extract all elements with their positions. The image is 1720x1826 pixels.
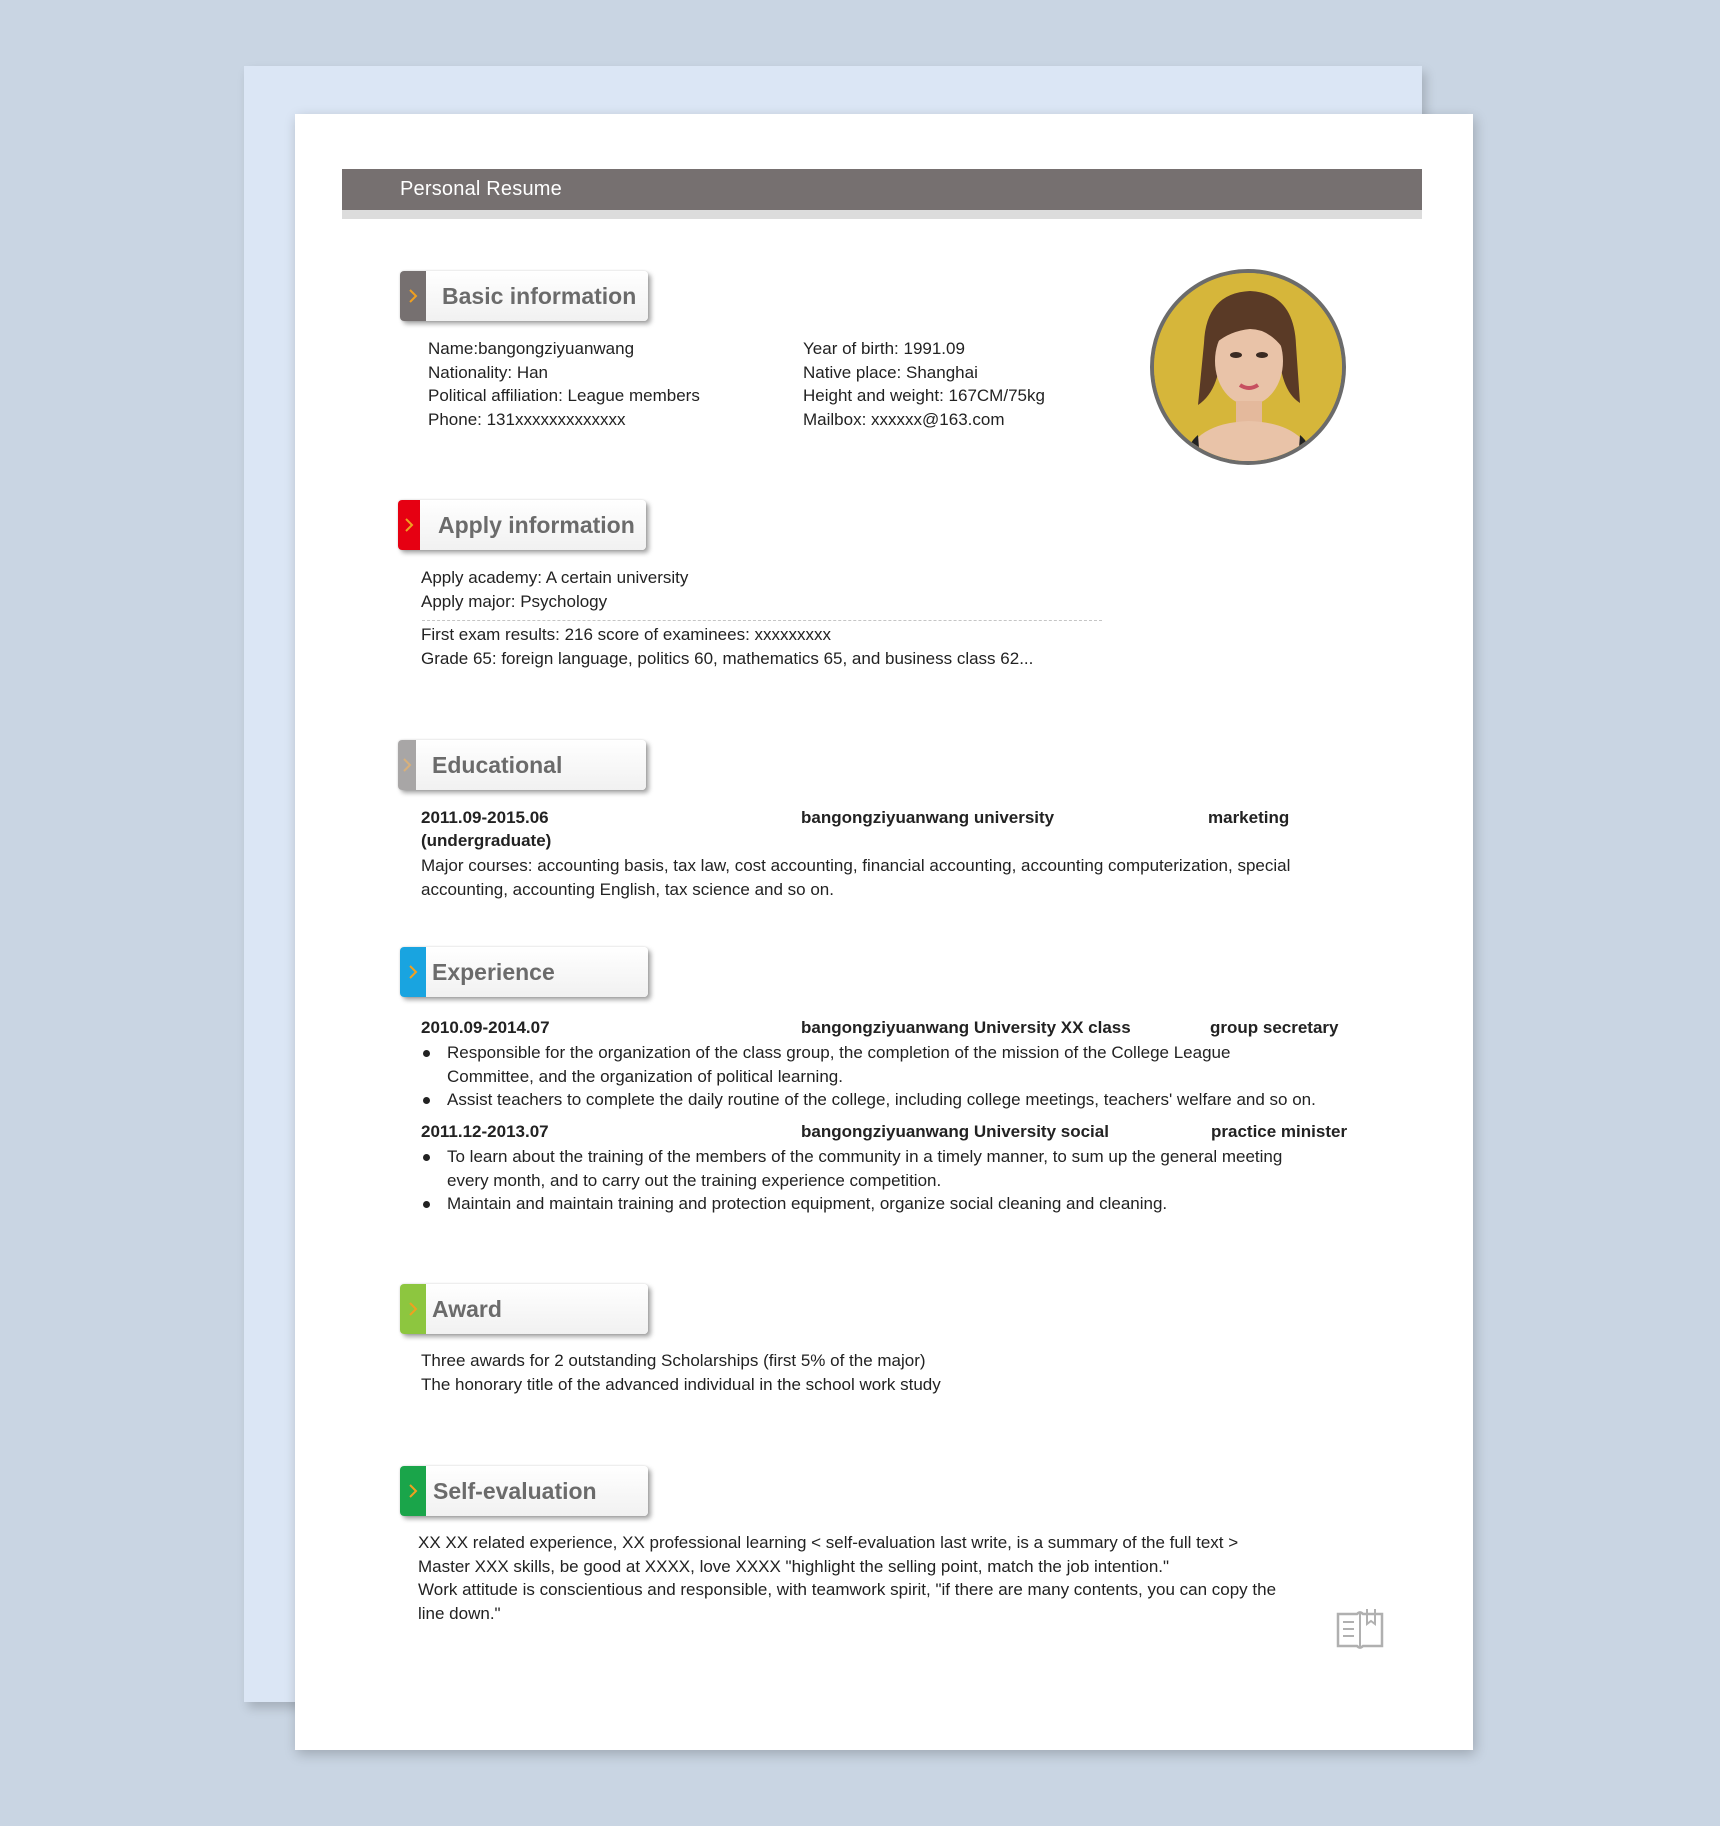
tab-chip bbox=[398, 740, 416, 790]
exp-bullets bbox=[421, 1041, 1316, 1112]
self-evaluation-text bbox=[418, 1531, 1276, 1625]
self-line: XX XX related experience, XX professional learning < self-evaluation last write, is a summary of the full text > bbox=[418, 1533, 1239, 1552]
self-line: Master XXX skills, be good at XXXX, love XXXX "highlight the selling point, match the job intention." bbox=[418, 1556, 1170, 1576]
section-heading: Educational bbox=[432, 752, 563, 778]
award-line: Three awards for 2 outstanding Scholarships (first 5% of the major) bbox=[421, 1351, 926, 1370]
chevron-right-icon bbox=[407, 1301, 419, 1317]
section-heading: Experience bbox=[432, 959, 555, 985]
basic-info-right bbox=[803, 337, 1045, 431]
self-line: Work attitude is conscientious and responsible, with teamwork spirit, "if there are many contents, you can copy the bbox=[418, 1580, 1277, 1599]
apply-details bbox=[421, 566, 688, 613]
exp-period: 2011.12-2013.07 bbox=[421, 1122, 549, 1141]
exp-role: practice minister bbox=[1211, 1122, 1348, 1141]
exp-org: bangongziyuanwang University XX class bbox=[801, 1018, 1131, 1037]
exam-results bbox=[421, 623, 1033, 670]
section-tab-apply bbox=[398, 500, 646, 550]
exp-period: 2010.09-2014.07 bbox=[421, 1018, 550, 1037]
section-heading: Award bbox=[432, 1296, 502, 1322]
apply-academy: Apply academy: A certain university bbox=[421, 568, 689, 587]
section-tab-basic bbox=[400, 271, 648, 321]
info-phone: Phone: 131xxxxxxxxxxxxx bbox=[428, 409, 626, 429]
list-item bbox=[421, 1192, 1282, 1216]
bullet-text: Assist teachers to complete the daily routine of the college, including college meetings, teachers' welfare and so on. bbox=[447, 1090, 1316, 1109]
section-tab-self bbox=[400, 1466, 648, 1516]
bullet-text: To learn about the training of the members of the community in a timely manner, to sum up the general meeting bbox=[447, 1147, 1283, 1166]
section-tab-education bbox=[398, 740, 646, 790]
divider bbox=[422, 620, 1102, 621]
bullet-text: Maintain and maintain training and protection equipment, organize social cleaning and cleaning. bbox=[447, 1194, 1168, 1213]
courses-line: Major courses: accounting basis, tax law, cost accounting, financial accounting, accounting computerization, special bbox=[421, 856, 1291, 875]
resume-page bbox=[295, 114, 1473, 1750]
tab-chip bbox=[400, 1466, 426, 1516]
chevron-right-icon bbox=[401, 757, 413, 773]
exam-line: Grade 65: foreign language, politics 60, mathematics 65, and business class 62... bbox=[421, 648, 1034, 668]
exp-org: bangongziyuanwang University social bbox=[801, 1122, 1109, 1141]
tab-chip bbox=[400, 1284, 426, 1334]
exp-role: group secretary bbox=[1210, 1018, 1339, 1037]
chevron-right-icon bbox=[407, 964, 419, 980]
apply-major: Apply major: Psychology bbox=[421, 591, 608, 611]
list-item bbox=[421, 1041, 1316, 1088]
portrait-image bbox=[1154, 273, 1342, 461]
list-item bbox=[421, 1145, 1282, 1192]
section-heading: Apply information bbox=[438, 512, 635, 538]
list-item bbox=[421, 1088, 1316, 1112]
info-nationality: Nationality: Han bbox=[428, 362, 549, 382]
book-icon bbox=[1335, 1606, 1385, 1652]
exp-bullets bbox=[421, 1145, 1282, 1216]
chevron-right-icon bbox=[407, 288, 419, 304]
bullet-text: Responsible for the organization of the class group, the completion of the mission of the College League bbox=[447, 1043, 1231, 1062]
basic-info-left bbox=[428, 337, 700, 431]
edu-period: 2011.09-2015.06 bbox=[421, 808, 549, 827]
bullet-text: Committee, and the organization of political learning. bbox=[447, 1066, 843, 1086]
exam-line: First exam results: 216 score of examinees: xxxxxxxxx bbox=[421, 625, 832, 644]
self-line: line down." bbox=[418, 1603, 501, 1623]
info-birth: Year of birth: 1991.09 bbox=[803, 339, 965, 358]
chevron-right-icon bbox=[407, 1483, 419, 1499]
award-list bbox=[421, 1349, 941, 1396]
section-heading: Self-evaluation bbox=[433, 1478, 597, 1504]
tab-chip bbox=[398, 500, 420, 550]
bullet-text: every month, and to carry out the training experience competition. bbox=[447, 1170, 942, 1190]
award-line: The honorary title of the advanced individual in the school work study bbox=[421, 1374, 941, 1394]
tab-chip bbox=[400, 947, 426, 997]
page-title: Personal Resume bbox=[400, 178, 562, 200]
info-mailbox: Mailbox: xxxxxx@163.com bbox=[803, 409, 1005, 429]
section-heading: Basic information bbox=[442, 283, 637, 309]
avatar bbox=[1150, 269, 1346, 465]
edu-major: marketing bbox=[1208, 808, 1290, 827]
section-tab-experience bbox=[400, 947, 648, 997]
edu-courses bbox=[421, 854, 1290, 901]
edu-degree: (undergraduate) bbox=[421, 831, 552, 850]
courses-line: accounting, accounting English, tax science and so on. bbox=[421, 879, 834, 899]
edu-school: bangongziyuanwang university bbox=[801, 808, 1055, 827]
info-native-place: Native place: Shanghai bbox=[803, 362, 978, 382]
chevron-right-icon bbox=[403, 517, 415, 533]
section-tab-award bbox=[400, 1284, 648, 1334]
info-name: Name:bangongziyuanwang bbox=[428, 339, 635, 358]
info-political: Political affiliation: League members bbox=[428, 386, 700, 405]
info-height-weight: Height and weight: 167CM/75kg bbox=[803, 386, 1045, 405]
tab-chip bbox=[400, 271, 426, 321]
title-bar bbox=[342, 169, 1422, 219]
